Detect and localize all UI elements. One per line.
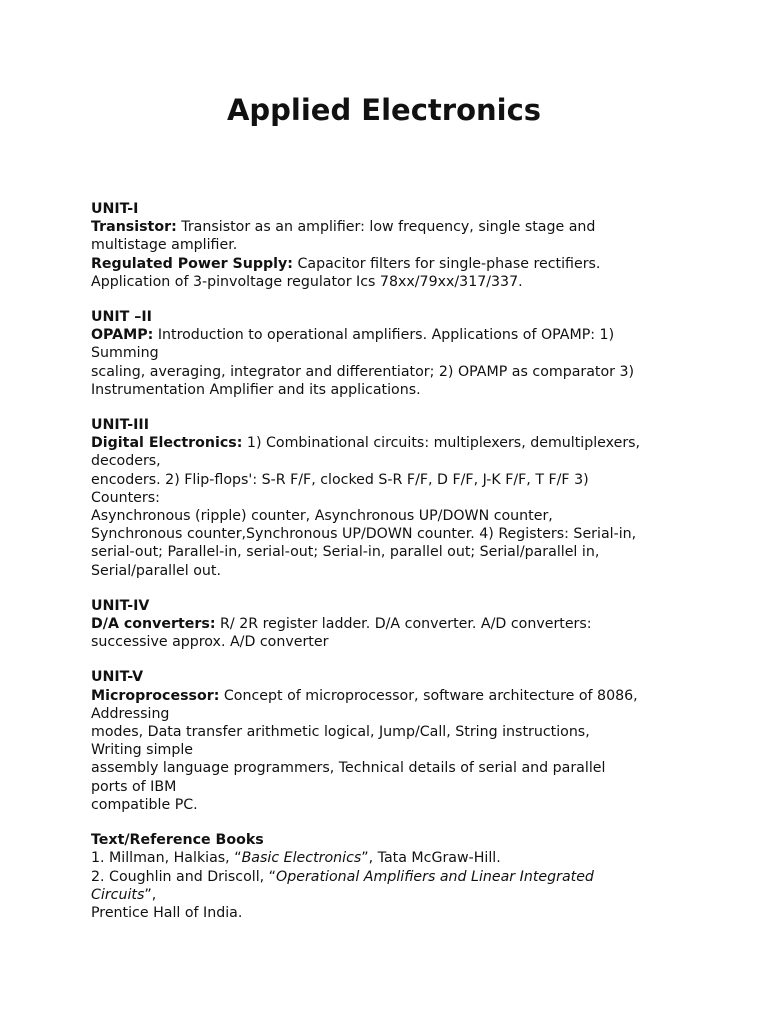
- unit-5-heading: UNIT-V: [91, 669, 144, 686]
- unit-1-paragraph-1-line-2: multistage amplifier.: [91, 237, 238, 254]
- reference-books-section: [91, 831, 691, 922]
- unit-3-line-5: Asynchronous (ripple) counter, Asynchronous UP/DOWN counter,: [91, 508, 553, 525]
- unit-4-text: R/ 2R register ladder. D/A converter. A/D converters:: [215, 616, 592, 633]
- unit-3-section: [91, 416, 691, 580]
- section-spacer: [91, 399, 691, 416]
- unit-5-topic-label: Microprocessor:: [91, 687, 220, 704]
- unit-3-line-6: Synchronous counter,Synchronous UP/DOWN counter. 4) Registers: Serial-in,: [91, 526, 637, 543]
- unit-5-line-2: Addressing: [91, 705, 170, 722]
- unit-4-topic-label: D/A converters:: [91, 616, 216, 633]
- unit-4-line-2: successive approx. A/D converter: [91, 634, 329, 651]
- book-2-author: 2. Coughlin and Driscoll, “: [91, 868, 277, 885]
- unit-3-line-7: serial-out; Parallel-in, serial-out; Serial-in, parallel out; Serial/parallel in,: [91, 544, 600, 561]
- book-1-title: Basic Electronics: [241, 850, 362, 867]
- unit-4-section: [91, 597, 691, 652]
- unit-4-heading: UNIT-IV: [91, 597, 150, 614]
- section-spacer: [91, 291, 691, 308]
- unit-4-line-1: [91, 615, 691, 633]
- unit-1-paragraph-1-line-1: [91, 218, 691, 236]
- unit-3-line-8: Serial/parallel out.: [91, 562, 221, 579]
- section-spacer: [91, 814, 691, 831]
- reference-book-2-line-3: Prentice Hall of India.: [91, 904, 243, 921]
- unit-2-section: [91, 308, 691, 399]
- unit-2-text: Introduction to operational amplifiers. Applications of OPAMP: 1): [153, 327, 615, 344]
- unit-1-topic-label: Regulated Power Supply:: [91, 255, 293, 272]
- reference-book-1: [91, 849, 691, 867]
- unit-5-line-4: Writing simple: [91, 742, 194, 759]
- unit-1-paragraph-2-line-1: [91, 255, 691, 273]
- unit-3-line-3: encoders. 2) Flip-flops': S-R F/F, clocked S-R F/F, D F/F, J-K F/F, T F/F 3): [91, 471, 589, 488]
- unit-3-text: 1) Combinational circuits: multiplexers, demultiplexers,: [242, 435, 641, 452]
- unit-2-heading: UNIT –II: [91, 309, 152, 326]
- unit-3-heading: UNIT-III: [91, 417, 149, 434]
- unit-2-line-3: scaling, averaging, integrator and differentiator; 2) OPAMP as comparator 3): [91, 363, 635, 380]
- unit-1-text: Capacitor filters for single-phase rectifiers.: [292, 255, 601, 272]
- unit-5-text: Concept of microprocessor, software architecture of 8086,: [219, 687, 638, 704]
- book-2-title-part-2: Circuits: [91, 886, 145, 903]
- book-2-title-part-1: Operational Amplifiers and Linear Integrated: [276, 868, 594, 885]
- book-1-author: 1. Millman, Halkias, “: [91, 850, 242, 867]
- reference-book-2-line-1: [91, 868, 691, 886]
- unit-1-topic-label: Transistor:: [91, 219, 177, 236]
- unit-1-section: [91, 200, 691, 291]
- reference-books-heading: Text/Reference Books: [91, 832, 264, 849]
- unit-5-line-7: compatible PC.: [91, 796, 198, 813]
- unit-3-topic-label: Digital Electronics:: [91, 435, 243, 452]
- document-body: [91, 200, 691, 922]
- unit-5-line-6: ports of IBM: [91, 778, 177, 795]
- unit-3-line-4: Counters:: [91, 489, 160, 506]
- unit-2-line-4: Instrumentation Amplifier and its applications.: [91, 381, 421, 398]
- unit-3-line-1: [91, 434, 691, 452]
- unit-2-line-1: [91, 326, 691, 344]
- unit-1-paragraph-2-line-2: Application of 3-pinvoltage regulator Ics 78xx/79xx/317/337.: [91, 273, 523, 290]
- page-title: Applied Electronics: [226, 93, 542, 127]
- unit-5-line-5: assembly language programmers, Technical details of serial and parallel: [91, 760, 606, 777]
- reference-book-2-line-2: [91, 886, 691, 904]
- unit-5-line-3: modes, Data transfer arithmetic logical, Jump/Call, String instructions,: [91, 724, 590, 741]
- unit-1-text: Transistor as an amplifier: low frequency, single stage and: [176, 219, 596, 236]
- section-spacer: [91, 651, 691, 668]
- book-2-closing-quote: ”,: [144, 886, 157, 903]
- section-spacer: [91, 580, 691, 597]
- book-1-publisher: ”, Tata McGraw-Hill.: [361, 850, 501, 867]
- unit-5-section: [91, 668, 691, 814]
- unit-2-line-2: Summing: [91, 345, 159, 362]
- unit-1-heading: UNIT-I: [91, 201, 139, 217]
- unit-3-line-2: decoders,: [91, 453, 161, 470]
- unit-2-topic-label: OPAMP:: [91, 327, 154, 344]
- unit-5-line-1: [91, 687, 691, 705]
